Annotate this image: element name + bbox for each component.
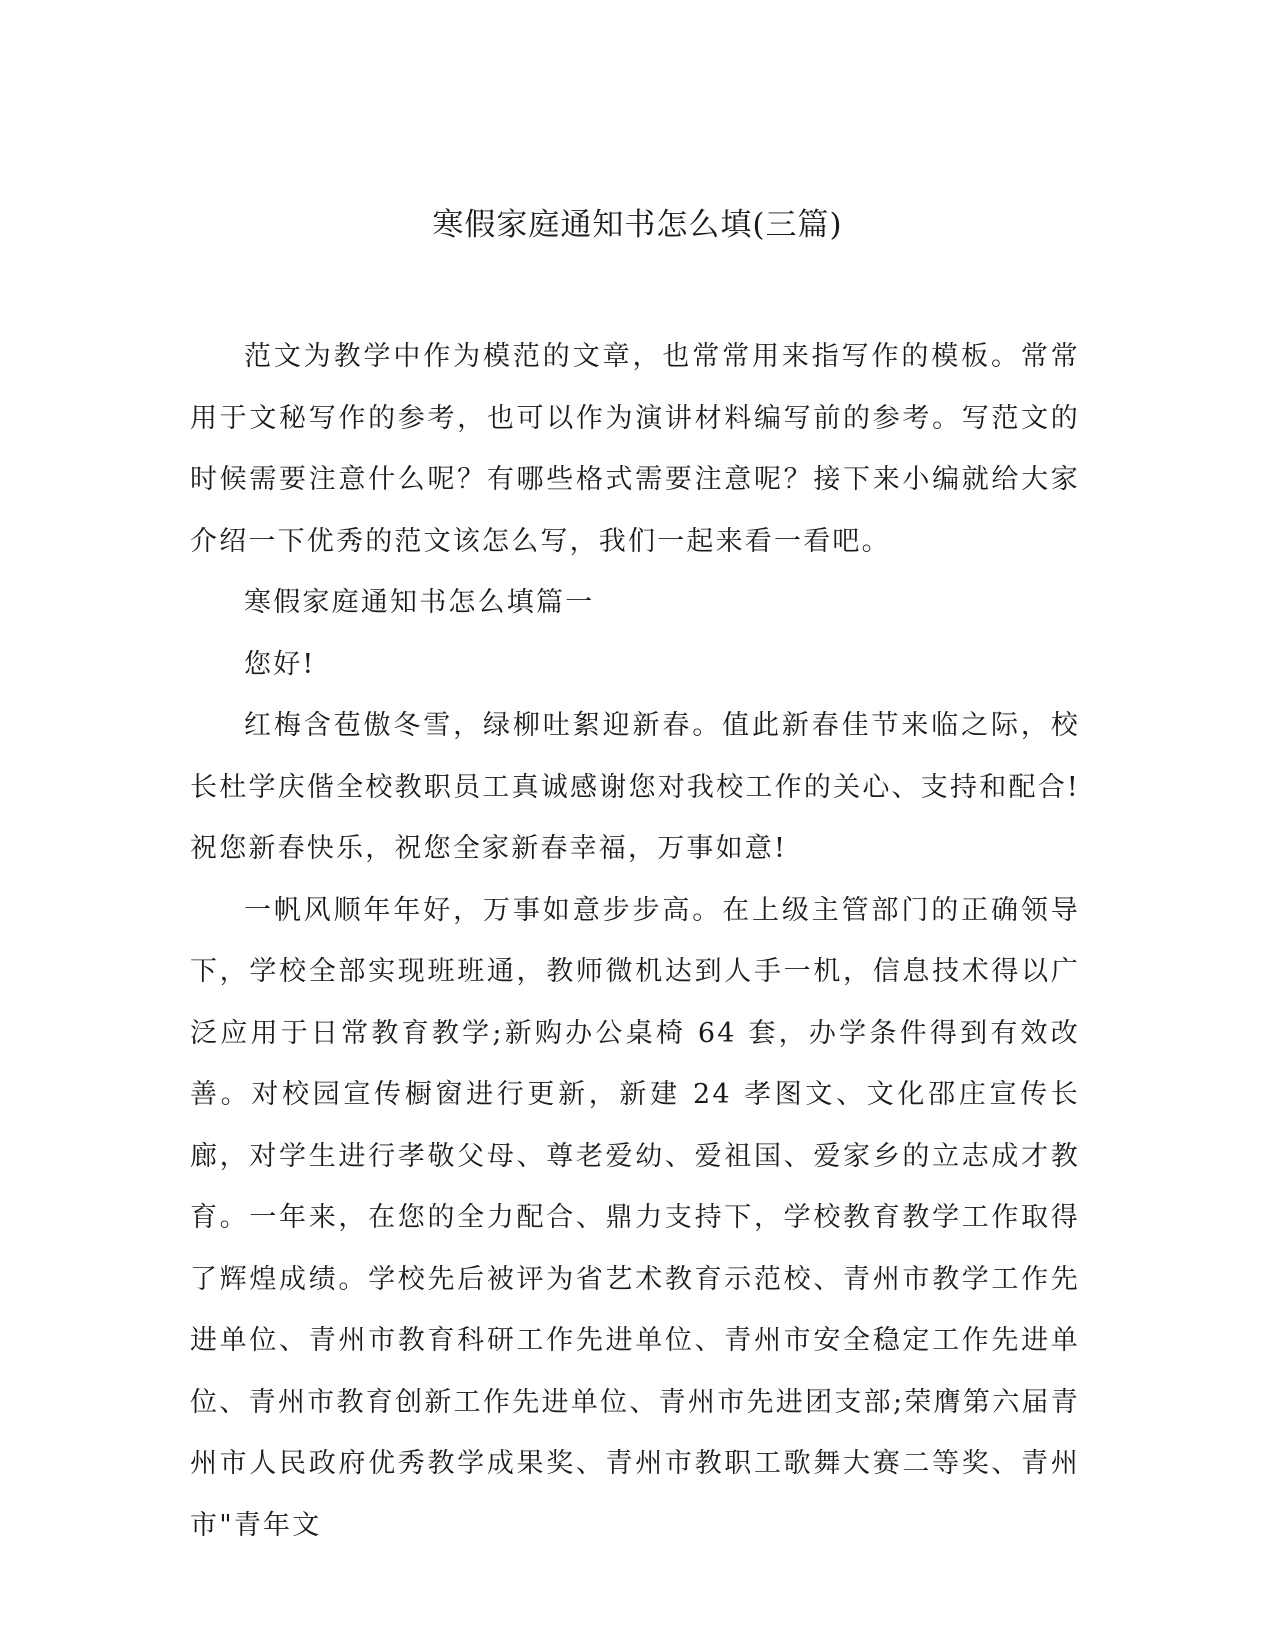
paragraph-greeting: 您好! [244, 648, 316, 680]
section-heading: 寒假家庭通知书怎么填篇一 [244, 587, 595, 618]
document-body [190, 326, 1080, 1556]
document-title: 寒假家庭通知书怎么填(三篇) [432, 207, 843, 243]
paragraph-achievements: 一帆风顺年年好，万事如意步步高。在上级主管部门的正确领导下，学校全部实现班班通，教师微机达到人手一机，信息技术得以广泛应用于日常教育教学;新购办公桌椅 64 套，办学条件得到有效改善。对校园宣传橱窗进行更新，新建 24 孝图文、文化邵庄宣传长廊，对学生进行孝敬父母、尊老爱幼、爱祖国、爱家乡的立志成才教育。一年来，在您的全力配合、鼎力支持下，学校教育教学工作取得了辉煌成绩。学校先后被评为省艺术教育示范校、青州市教学工作先进单位、青州市教育科研工作先进单位、青州市安全稳定工作先进单位、青州市教育创新工作先进单位、青州市先进团支部;荣膺第六届青州市人民政府优秀教学成果奖、青州市教职工歌舞大赛二等奖、青州市"青年文 [190, 894, 1080, 1541]
paragraph-new-year-wishes: 红梅含苞傲冬雪，绿柳吐絮迎新春。值此新春佳节来临之际，校长杜学庆偕全校教职员工真诚感谢您对我校工作的关心、支持和配合!祝您新春快乐，祝您全家新春幸福，万事如意! [190, 710, 1080, 864]
paragraph-intro: 范文为教学中作为模范的文章，也常常用来指写作的模板。常常用于文秘写作的参考，也可以作为演讲材料编写前的参考。写范文的时候需要注意什么呢？有哪些格式需要注意呢？接下来小编就给大家介绍一下优秀的范文该怎么写，我们一起来看一看吧。 [190, 341, 1080, 557]
